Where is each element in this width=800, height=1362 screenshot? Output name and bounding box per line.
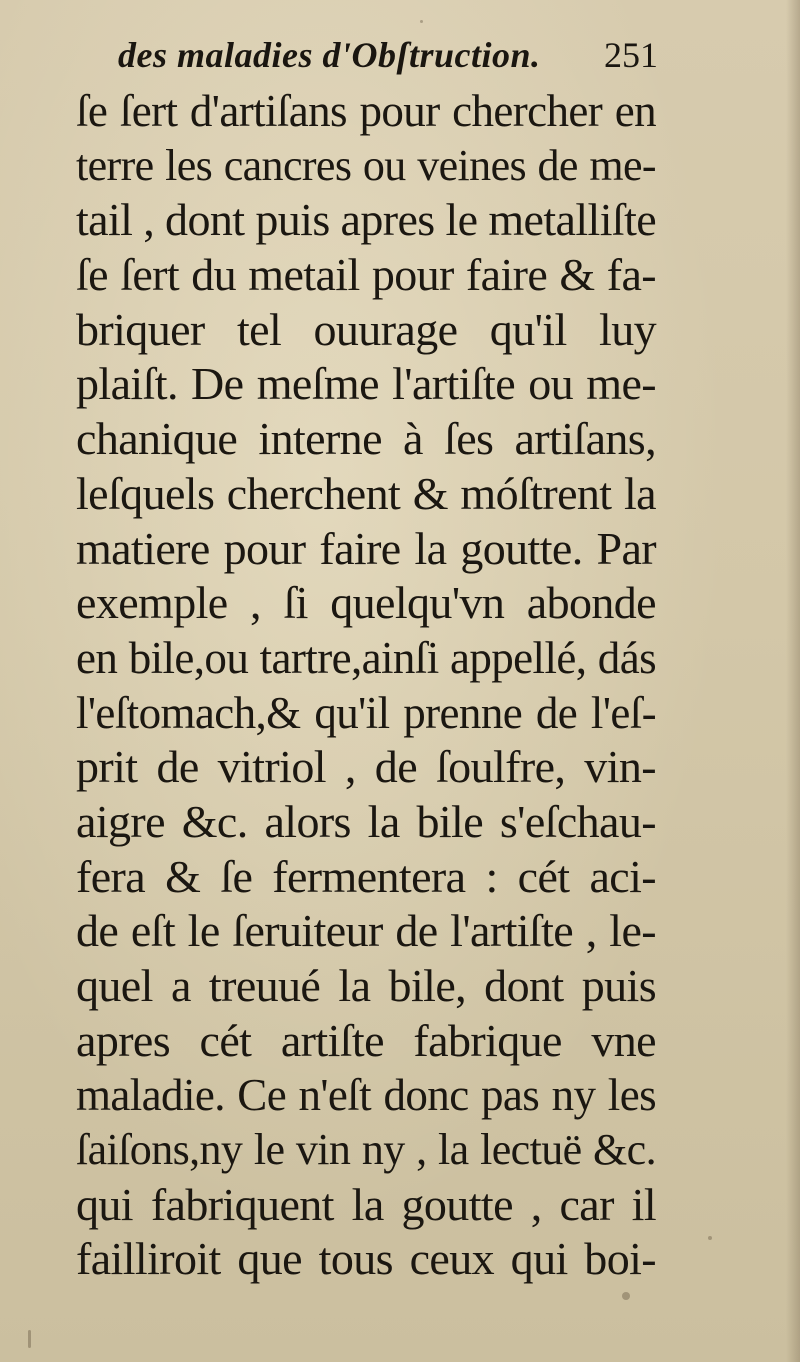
paper-speck [622,1292,630,1300]
text-line: en bile,ou tartre,ainſi appellé, dás [76,632,656,683]
body-text [76,84,656,1287]
paper-speck [28,1330,31,1348]
text-line: chanique interne à ſes artiſans, [76,413,656,465]
page-edge-shadow [786,0,800,1362]
text-line: apres cét artiſte fabrique vne [76,1014,656,1066]
page-number: 251 [604,35,658,75]
text-line: aigre &c. alors la bile s'eſchau- [76,795,656,847]
text-line: ſe ſert du metail pour faire & fa- [76,249,656,301]
text-line: de eſt le ſeruiteur de l'artiſte , le- [76,905,656,957]
paper-speck [708,1236,712,1240]
text-line: prit de vitriol , de ſoulfre, vin- [76,741,656,793]
running-title: des maladies d'Obſtruction. [118,35,541,75]
text-line: matiere pour faire la goutte. Par [76,522,656,574]
text-line: exemple , ſi quelqu'vn abonde [76,577,656,629]
text-line: leſquels cherchent & móſtrent la [76,467,656,519]
text-line: terre les cancres ou veines de me- [76,140,656,190]
text-line: maladie. Ce n'eſt donc pas ny les [76,1070,656,1121]
text-line: qui fabriquent la goutte , car il [76,1178,656,1230]
text-line: tail , dont puis apres le metalliſte [76,194,657,246]
text-line: ſe ſert d'artiſans pour chercher en [76,86,656,136]
text-line: briquer tel ouurage qu'il luy [76,303,656,355]
text-line: l'eſtomach,& qu'il prenne de l'eſ- [76,687,656,738]
text-line: failliroit que tous ceux qui boi- [76,1233,656,1285]
text-line: plaiſt. De meſme l'artiſte ou me- [76,358,656,410]
text-line: quel a treuué la bile, dont puis [76,960,656,1011]
text-line: ſaiſons,ny le vin ny , la lectuë &c. [76,1125,656,1175]
page-header [118,30,658,86]
text-line: fera & ſe fermentera : cét aci- [76,850,656,902]
paper-speck [420,20,423,23]
